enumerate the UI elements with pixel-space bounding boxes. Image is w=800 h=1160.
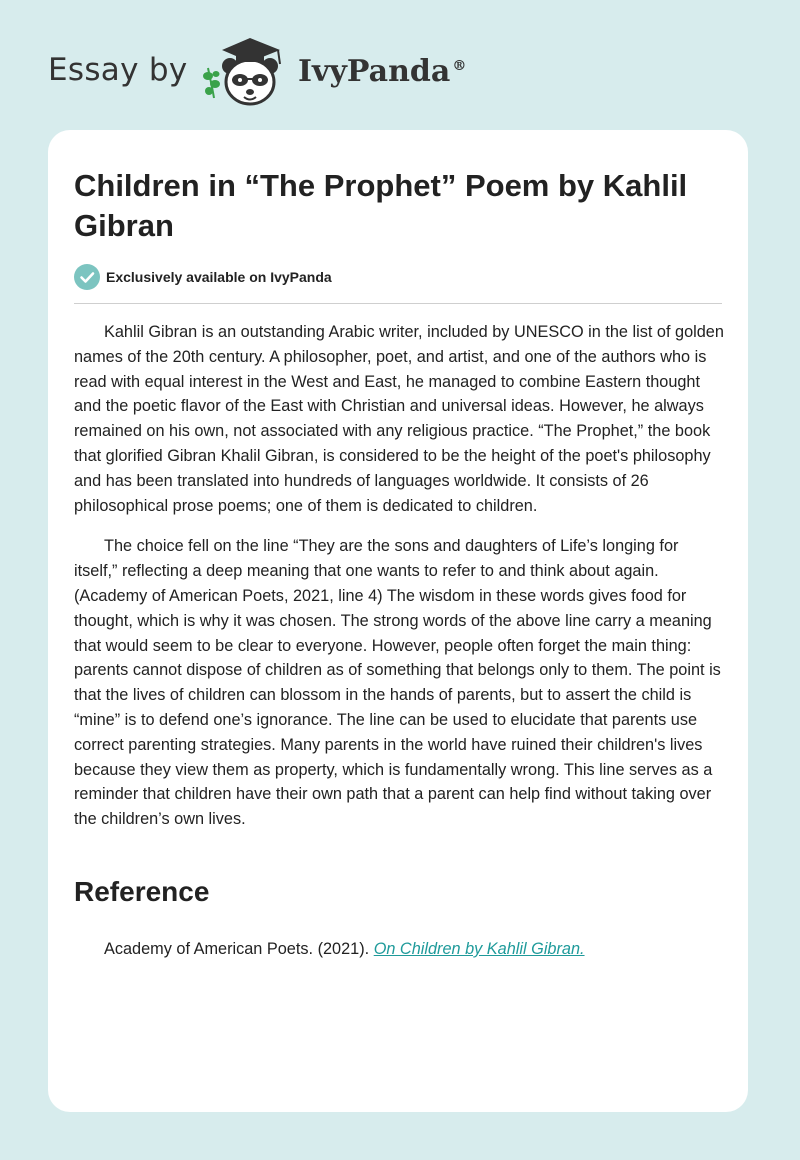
paragraph-1: Kahlil Gibran is an outstanding Arabic writer, included by UNESCO in the list of golden names of the 20th century. A philosopher, poet, and artist, and one of the authors who is read with equal interest in the West and East, he managed to combine Eastern thought and the poetic flavor of the East with Christian and universal ideas. However, he always remained on his own, not associated with any religious practice. “The Prophet,” the book that glorified Gibran Khalil Gibran, is considered to be the height of the poet's philosophy and has been translated into hundreds of languages worldwide. It consists of 26 philosophical prose poems; one of them is dedicated to children. bbox=[74, 323, 724, 515]
exclusive-badge-label: Exclusively available on IvyPanda bbox=[106, 269, 332, 285]
reference-text: Academy of American Poets. (2021). bbox=[104, 940, 374, 958]
brand-name bbox=[298, 54, 466, 89]
paragraph-2: The choice fell on the line “They are the sons and daughters of Life’s longing for itself,” reflecting a deep meaning that one wants to refer to and think about again. (Academy of American Poets, 2021, line 4) The wisdom in these words gives food for thought, which is why it was chosen. The strong words of the above line carry a meaning that would seem to be clear to everyone. However, people often forget the main thing: parents cannot dispose of children as of something that belongs only to them. The point is that the lives of children can blossom in the hands of parents, but to assert the child is “mine” is to defend one’s ignorance. The line can be used to elucidate that parents use correct parenting strategies. Many parents in the world have ruined their children's lives because they view them as property, which is fundamentally wrong. This line serves as a reminder that children have their own path that a parent can help find without taking over the children’s own lives. bbox=[74, 537, 721, 829]
brand-label: IvyPanda bbox=[298, 54, 451, 89]
site-header bbox=[0, 0, 800, 130]
article-card bbox=[48, 130, 748, 1112]
title-divider bbox=[74, 303, 722, 304]
essay-by-label: Essay by bbox=[48, 52, 188, 88]
reference-heading: Reference bbox=[74, 876, 210, 907]
article-body bbox=[74, 320, 724, 848]
check-circle-icon bbox=[74, 264, 100, 290]
panda-graduate-icon bbox=[200, 36, 292, 108]
exclusive-badge bbox=[74, 264, 332, 290]
article-title: Children in “The Prophet” Poem by Kahlil Gibran bbox=[74, 168, 688, 243]
reference-link[interactable]: On Children by Kahlil Gibran. bbox=[373, 940, 585, 958]
registered-mark: ® bbox=[452, 58, 467, 74]
reference-entry bbox=[104, 940, 585, 959]
